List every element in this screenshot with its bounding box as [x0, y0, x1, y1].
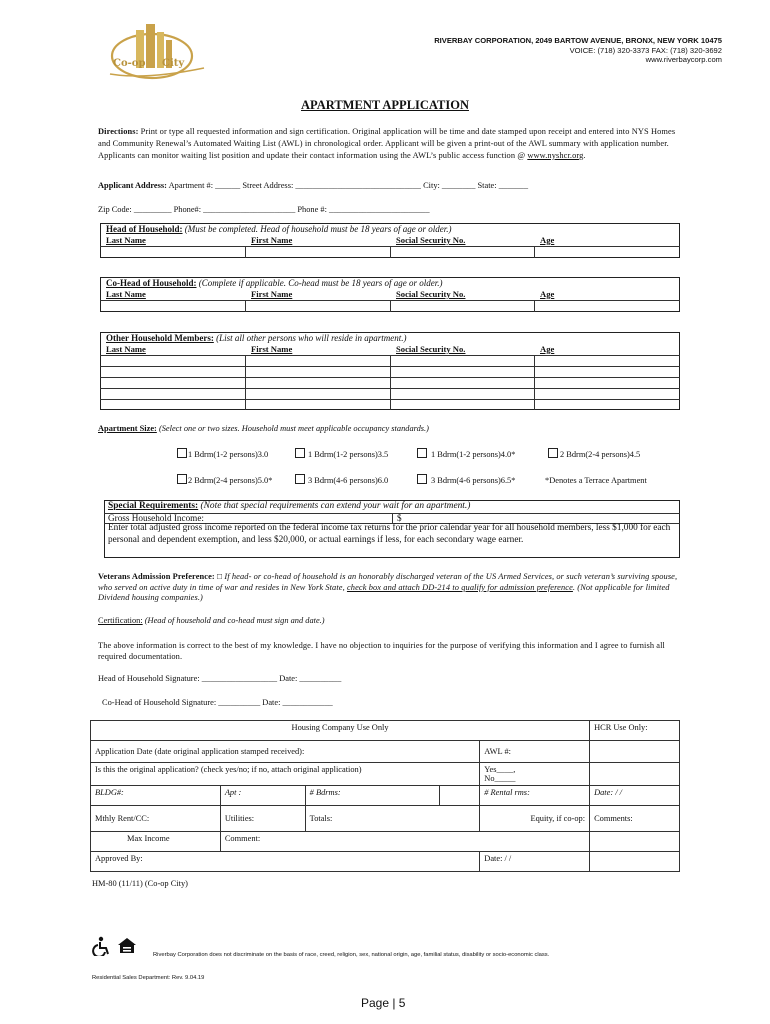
checkbox-2bdrm-5-0[interactable]	[177, 474, 187, 484]
veterans-paragraph	[98, 572, 680, 604]
housing-title: Housing Company Use Only	[91, 721, 590, 741]
co-head-signature-line[interactable]: Co-Head of Household Signature: __________ Date: ____________	[102, 698, 333, 707]
head-signature-line[interactable]: Head of Household Signature: __________________ Date: __________	[98, 674, 342, 683]
special-requirements-heading	[108, 501, 470, 511]
directions-end: .	[583, 151, 586, 160]
col-first-name: First Name	[251, 289, 293, 299]
income-instructions: Enter total adjusted gross income reported on the federal income tax returns for the prior calendar year for all household members, less $1,000 for each personal and dependent exemption, and less $20,000, or actual earnings if less, for each secondary wage earner.	[108, 523, 671, 545]
col-divider	[534, 300, 535, 312]
col-last-name: Last Name	[106, 344, 146, 354]
col-divider	[390, 355, 391, 410]
veterans-end: . (Not applicable for limited Dividend housing companies.)	[98, 582, 670, 603]
option-1bdrm-3-0: 1 Bdrm(1-2 persons)3.0	[188, 450, 269, 459]
col-divider	[392, 513, 393, 523]
option-3bdrm-6-5: 3 Bdrm(4-6 persons)6.5*	[431, 476, 516, 485]
col-first-name: First Name	[251, 235, 293, 245]
co-head-heading	[106, 278, 442, 288]
directions-paragraph	[98, 126, 680, 162]
non-discrimination-statement: Riverbay Corporation does not discriminate on the basis of race, creed, religion, sex, national origin, age, familial status, disability or socio-economic class.	[153, 952, 550, 958]
col-divider	[390, 300, 391, 312]
col-divider	[534, 246, 535, 258]
nyshcr-link[interactable]: www.nyshcr.org	[527, 151, 584, 160]
gross-income-field[interactable]: $	[397, 513, 402, 523]
veterans-label: Veterans Admission Preference:	[98, 572, 215, 581]
checkbox-2bdrm-4-5[interactable]	[548, 448, 558, 458]
co-op-city-logo	[106, 20, 210, 86]
bldg-label[interactable]: BLDG#:	[91, 786, 221, 806]
other-members-heading	[106, 333, 407, 343]
option-1bdrm-4-0: 1 Bdrm(1-2 persons)4.0*	[431, 450, 516, 459]
option-1bdrm-3-5: 1 Bdrm(1-2 persons)3.5	[308, 450, 389, 459]
bdrms-blank	[440, 786, 480, 806]
col-divider	[245, 246, 246, 258]
head-label: Head of Household:	[106, 224, 183, 234]
special-label: Special Requirements:	[108, 501, 199, 511]
company-header	[434, 36, 722, 65]
certification-note: (Head of household and co-head must sign and date.)	[142, 616, 325, 625]
directions-text: Print or type all requested information and sign certification. Original application will be time and date stamped upon receipt and entered into NYS Homes and Community Renewal’s Automated Waiting List (AWL) in chronological order. Applicant will be given a print-out of the AWL summary with application number. Applicants can monitor waiting list position and update their contact information using the AWL’s public access function @	[98, 127, 676, 160]
awl-blank	[590, 741, 680, 763]
apt-size-note: (Select one or two sizes. Household must meet applicable occupancy standards.)	[156, 424, 429, 433]
col-divider	[390, 246, 391, 258]
col-divider	[245, 300, 246, 312]
col-age: Age	[540, 344, 555, 354]
other-members-label: Other Household Members:	[106, 333, 214, 343]
col-age: Age	[540, 289, 555, 299]
utilities-label[interactable]: Utilities:	[220, 806, 305, 832]
logo-text-left: Co-op	[113, 58, 146, 69]
applicant-address-fields[interactable]: Apartment #: ______ Street Address: ______________________________ City: ________ State: _______	[166, 181, 529, 190]
apt-label[interactable]: Apt :	[220, 786, 305, 806]
checkbox-3bdrm-6-0[interactable]	[295, 474, 305, 484]
approval-date-label[interactable]: Date: / /	[480, 852, 590, 872]
yes-option[interactable]: Yes____,	[484, 765, 516, 774]
col-divider	[245, 355, 246, 410]
original-application-question: Is this the original application? (check yes/no; if no, attach original application)	[91, 763, 480, 786]
col-age: Age	[540, 235, 555, 245]
col-last-name: Last Name	[106, 289, 146, 299]
certification-label: Certification:	[98, 616, 143, 625]
special-note: (Note that special requirements can extend your wait for an apartment.)	[198, 501, 471, 511]
awl-label[interactable]: AWL #:	[480, 741, 590, 763]
terrace-note: *Denotes a Terrace Apartment	[545, 476, 647, 485]
col-last-name: Last Name	[106, 235, 146, 245]
company-phone-fax: VOICE: (718) 320-3373 FAX: (718) 320-3692	[569, 45, 722, 55]
head-note: (Must be completed. Head of household must be 18 years of age or older.)	[182, 224, 452, 234]
accessibility-icon	[92, 936, 112, 956]
apt-size-label: Apartment Size:	[98, 424, 157, 433]
monthly-rent-label[interactable]: Mthly Rent/CC:	[91, 806, 221, 832]
company-address: RIVERBAY CORPORATION, 2049 BARTOW AVENUE, BRONX, NEW YORK 10475	[434, 36, 722, 45]
checkbox-1bdrm-4-0[interactable]	[417, 448, 427, 458]
checkbox-1bdrm-3-0[interactable]	[177, 448, 187, 458]
approval-blank	[590, 852, 680, 872]
original-blank	[590, 763, 680, 786]
applicant-address-label: Applicant Address:	[98, 181, 167, 190]
department-revision: Residential Sales Department: Rev. 9.04.19	[92, 975, 205, 981]
veterans-checkbox[interactable]: □	[214, 572, 225, 581]
equal-housing-icon	[116, 936, 138, 956]
comment-label[interactable]: Comment:	[220, 832, 589, 852]
col-ssn: Social Security No.	[396, 289, 466, 299]
option-3bdrm-6-0: 3 Bdrm(4-6 persons)6.0	[308, 476, 389, 485]
hcr-use-only: HCR Use Only:	[590, 721, 680, 741]
col-divider	[534, 355, 535, 410]
page-title: APARTMENT APPLICATION	[301, 98, 469, 112]
applicant-address-line	[98, 181, 528, 190]
logo-text-right: City	[162, 58, 185, 69]
no-option[interactable]: No_____	[484, 774, 516, 783]
equity-label[interactable]: Equity, if co-op:	[480, 806, 590, 832]
checkbox-3bdrm-6-5[interactable]	[417, 474, 427, 484]
co-head-note: (Complete if applicable. Co-head must be 18 years of age or older.)	[196, 278, 443, 288]
max-income-label[interactable]: Max Income	[91, 832, 221, 852]
totals-label[interactable]: Totals:	[305, 806, 480, 832]
housing-company-table	[90, 720, 680, 872]
company-website[interactable]: www.riverbaycorp.com	[645, 55, 722, 64]
head-of-household-heading	[106, 224, 451, 234]
apartment-size-heading	[98, 424, 429, 433]
bdrms-label[interactable]: # Bdrms:	[305, 786, 440, 806]
comment-blank	[590, 832, 680, 852]
gross-income-label: Gross Household Income:	[108, 513, 204, 523]
zip-phone-line[interactable]: Zip Code: _________ Phone#: ______________________ Phone #: ________________________	[98, 205, 430, 214]
veterans-text: If head- or co-head of household is an honorably discharged veteran of the US Armed Services, or such veteran’s surviving spouse, who served on active duty in time of war and resides in New York State,	[98, 572, 678, 592]
directions-label: Directions:	[98, 127, 139, 136]
option-2bdrm-4-5: 2 Bdrm(2-4 persons)4.5	[560, 450, 641, 459]
veterans-link-text: check box and attach DD-214 to qualify for admission preference	[346, 582, 573, 592]
date-slash-label[interactable]: Date: / /	[590, 786, 680, 806]
col-ssn: Social Security No.	[396, 344, 466, 354]
col-first-name: First Name	[251, 344, 293, 354]
rental-rooms-label[interactable]: # Rental rms:	[480, 786, 590, 806]
option-2bdrm-5-0: 2 Bdrm(2-4 persons)5.0*	[188, 476, 273, 485]
col-ssn: Social Security No.	[396, 235, 466, 245]
comments-label[interactable]: Comments:	[590, 806, 680, 832]
approved-by-label[interactable]: Approved By:	[91, 852, 480, 872]
checkbox-1bdrm-3-5[interactable]	[295, 448, 305, 458]
certification-text: The above information is correct to the best of my knowledge. I have no objection to inquiries for the purpose of verifying this information and I agree to furnish all required documentation.	[98, 641, 665, 661]
page-number: Page | 5	[361, 996, 406, 1010]
application-date-label: Application Date (date original application stamped received):	[91, 741, 480, 763]
form-id: HM-80 (11/11) (Co-op City)	[92, 879, 188, 888]
yes-no-field[interactable]	[480, 763, 590, 786]
certification-heading	[98, 616, 325, 625]
co-head-label: Co-Head of Household:	[106, 278, 197, 288]
other-members-note: (List all other persons who will reside in apartment.)	[213, 333, 407, 343]
